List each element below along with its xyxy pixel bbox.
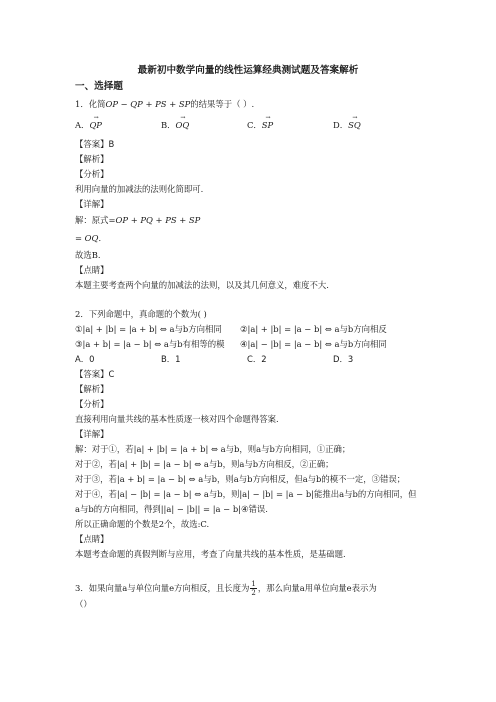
q1-choose: 故选B. bbox=[75, 250, 101, 260]
q2-answer: 【答案】C bbox=[75, 369, 115, 379]
q2-detail-line6: 所以正确命题的个数是2个，故选:C. bbox=[75, 519, 210, 529]
q1-comment-label: 【点睛】 bbox=[75, 265, 109, 275]
q2-detail-label: 【详解】 bbox=[75, 429, 109, 439]
q2-proposition-3: ③|a + b| = |a − b| ⇔ a与b有相等的模 bbox=[75, 339, 225, 349]
page-title: 最新初中数学向量的线性运算经典测试题及答案解析 bbox=[137, 65, 359, 76]
q2-detail-line3: 对于③，若|a + b| = |a − b| ⇔ a与b，则a与b方向相反，但a与b的模不一定，③错误； bbox=[75, 474, 406, 484]
q2-propositions-row2 bbox=[75, 338, 387, 350]
q1-detail-expression: OP + PQ + PS + SP bbox=[115, 215, 201, 225]
q2-proposition-1: ①|a| + |b| = |a + b| ⇔ a与b方向相同 bbox=[75, 324, 222, 334]
q2-propositions-row1 bbox=[75, 323, 387, 335]
q1-expression: OP − QP + PS + SP bbox=[105, 99, 191, 109]
q1-answer: 【答案】B bbox=[75, 139, 115, 149]
q1-stem bbox=[75, 98, 254, 110]
q2-option-c: C．2 bbox=[247, 354, 267, 364]
q1-option-a: A．→ QP bbox=[75, 119, 161, 131]
q2-detail-line2: 对于②，若|a| + |b| = |a − b| ⇔ a与b，则a与b方向相反，②正确； bbox=[75, 459, 334, 469]
q2-option-a: A．0 bbox=[75, 354, 95, 364]
q1-stem-prefix: 1．化简 bbox=[75, 99, 106, 109]
q1-detail-label: 【详解】 bbox=[75, 199, 109, 209]
q1-stem-suffix: 的结果等于（ ）. bbox=[190, 99, 255, 109]
q3-fraction: $\frac{1}{2}$ bbox=[251, 580, 256, 597]
q2-detail-line5: a与b的方向相同，得到||a| − |b|| = |a − b|④错误. bbox=[75, 504, 268, 514]
q1-analysis-label: 【解析】 bbox=[75, 154, 109, 164]
q1-fenxi-label: 【分析】 bbox=[75, 169, 109, 179]
q3-paren: （） bbox=[75, 599, 92, 609]
q2-comment-text: 本题考查命题的真假判断与应用，考查了向量共线的基本性质，是基础题. bbox=[75, 549, 346, 559]
q1-detail-line1: 解：原式=OP + PQ + PS + SP bbox=[75, 215, 201, 225]
q2-comment-label: 【点睛】 bbox=[75, 534, 109, 544]
q1-fenxi-text: 利用向量的加减法的法则化简即可. bbox=[75, 184, 204, 194]
q1-option-c: C．→ SP bbox=[247, 119, 333, 131]
q1-comment-text: 本题主要考查两个向量的加减法的法则，以及其几何意义，难度不大. bbox=[75, 280, 329, 290]
q1-option-b: B．→ OQ bbox=[161, 119, 247, 131]
q2-detail-line1: 解：对于①，若|a| + |b| = |a + b| ⇔ a与b，则a与b方向相同，①正确； bbox=[75, 444, 351, 454]
q2-analysis-label: 【解析】 bbox=[75, 384, 109, 394]
q2-detail-line4: 对于④，若|a| − |b| = |a − b| ⇔ a与b，则|a| − |b| = |a − b|能推出a与b的方向相同，但 bbox=[75, 489, 417, 499]
q2-options bbox=[75, 353, 353, 365]
q2-stem: 2．下列命题中，真命题的个数为( ) bbox=[75, 309, 207, 319]
q2-proposition-2: ②|a| + |b| = |a − b| ⇔ a与b方向相反 bbox=[240, 324, 387, 334]
q1-options bbox=[75, 119, 361, 131]
q3-stem-part-b: ，那么向量a用单位向量e表示为 bbox=[257, 583, 377, 593]
q2-fenxi-label: 【分析】 bbox=[75, 399, 109, 409]
q2-fenxi-text: 直接利用向量共线的基本性质逐一核对四个命题得答案. bbox=[75, 414, 279, 424]
q3-stem bbox=[75, 580, 377, 597]
q1-detail-line2: = OQ． bbox=[75, 233, 107, 243]
q2-option-b: B．1 bbox=[161, 354, 181, 364]
section-heading: 一、选择题 bbox=[75, 81, 123, 92]
q2-proposition-4: ④|a| − |b| = |a − b| ⇔ a与b方向相同 bbox=[240, 339, 387, 349]
q1-option-d: D．→ SQ bbox=[333, 119, 361, 131]
q3-stem-part-a: 3．如果向量a与单位向量e方向相反，且长度为 bbox=[75, 583, 250, 593]
q2-option-d: D．3 bbox=[333, 354, 354, 364]
